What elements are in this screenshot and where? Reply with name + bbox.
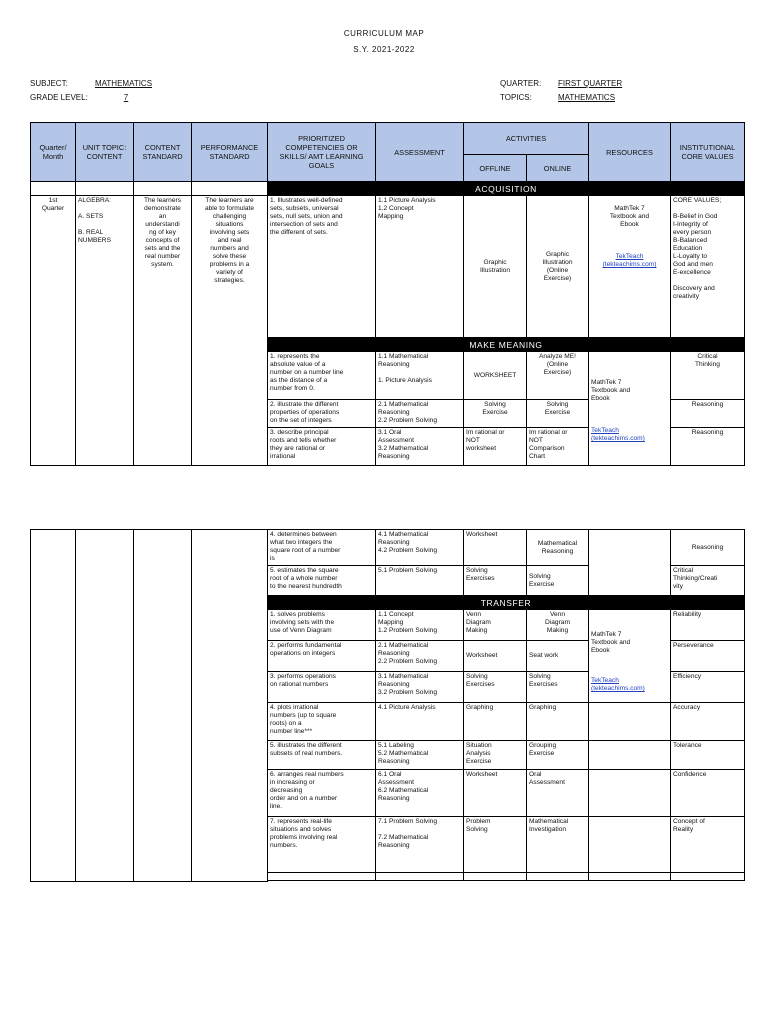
- mm-resources: [589, 352, 671, 466]
- tr-competency-6: 6. arranges real numbers in increasing or decreasing order and on a number line.: [268, 770, 376, 817]
- tr-assessment-2: 2.1 Mathematical Reasoning 2.2 Problem Solving: [376, 641, 464, 672]
- tr-value-7: Concept of Reality: [671, 817, 745, 873]
- content-standard-cell: The learners demonstrate an understandi ng of key concepts of sets and the real number system.: [134, 196, 192, 466]
- school-year: S.Y. 2021-2022: [353, 45, 415, 54]
- unit-topic-cell: ALGEBRA: A. SETS B. REAL NUMBERS: [76, 196, 134, 466]
- acq-competency: 1. Illustrates well-defined sets, subsets, universal sets, null sets, union and intersection of sets and the different of sets.: [268, 196, 376, 338]
- header-performance-standard: PERFORMANCE STANDARD: [192, 123, 268, 182]
- tr-value-6: Confidence: [671, 770, 745, 817]
- tr-competency-3: 3. performs operations on rational numbers: [268, 672, 376, 703]
- mm-resource-link[interactable]: TekTeach (tekteachims.com): [591, 427, 645, 442]
- quarter-value: FIRST QUARTER: [558, 79, 623, 88]
- header-online: ONLINE: [527, 155, 589, 182]
- mm-value-1: Critical Thinking: [671, 352, 745, 400]
- header-unit-topic: UNIT TOPIC: CONTENT: [76, 123, 134, 182]
- tr-offline-5: Situation Analysis Exercise: [464, 741, 527, 770]
- header-activities: ACTIVITIES: [464, 123, 589, 155]
- mm-offline-2: Solving Exercise: [464, 400, 527, 428]
- header-quarter-month: Quarter/ Month: [31, 123, 76, 182]
- acq-online-activity: Graphic Illustration (Online Exercise): [527, 196, 589, 338]
- tr-online-6: Oral Assessment: [527, 770, 589, 817]
- tr-competency-2: 2. performs fundamental operations on integers: [268, 641, 376, 672]
- tr-resource-link[interactable]: TekTeach (tekteachims.com): [591, 677, 645, 692]
- tr-competency-1: 1. solves problems involving sets with the use of Venn Diagram: [268, 610, 376, 641]
- p2-assessment-4: 4.1 Mathematical Reasoning 4.2 Problem Solving: [376, 530, 464, 566]
- quarter-label: QUARTER:: [500, 79, 542, 88]
- p2-online-4: Mathematical Reasoning: [527, 530, 589, 566]
- subject-label: SUBJECT:: [30, 79, 68, 88]
- acq-assessment: 1.1 Picture Analysis 1.2 Concept Mapping: [376, 196, 464, 338]
- mm-assessment-3: 3.1 Oral Assessment 3.2 Mathematical Reasoning: [376, 428, 464, 466]
- tr-resource-text: MathTek 7 Textbook and Ebook: [591, 631, 631, 654]
- p2-competency-4: 4. determines between what two integers the square root of a number is: [268, 530, 376, 566]
- header-resources: RESOURCES: [589, 123, 671, 182]
- topics-value: MATHEMATICS: [558, 93, 616, 102]
- p2-assessment-5: 5.1 Problem Solving: [376, 566, 464, 596]
- tr-value-2: Perseverance: [671, 641, 745, 672]
- mm-value-2: Reasoning: [671, 400, 745, 428]
- acq-resource-text: MathTek 7 Textbook and Ebook: [609, 205, 650, 228]
- mm-online-3: Im rational or NOT Comparison Chart: [527, 428, 589, 466]
- mm-online-2: Solving Exercise: [527, 400, 589, 428]
- tr-online-3: Solving Exercises: [527, 672, 589, 703]
- tr-offline-6: Worksheet: [464, 770, 527, 817]
- mm-competency-1: 1. represents the absolute value of a number on a number line as the distance of a number from 0.: [268, 352, 376, 400]
- header-core-values: INSTITUTIONAL CORE VALUES: [671, 123, 745, 182]
- tr-competency-4: 4. plots irrational numbers (up to square roots) on a number line***: [268, 703, 376, 741]
- mm-resource-text: MathTek 7 Textbook and Ebook: [591, 379, 631, 402]
- tr-competency-7: 7. represents real-life situations and solves problems involving real numbers.: [268, 817, 376, 873]
- tr-resources: [589, 610, 671, 703]
- p2-value-4: Reasoning: [671, 530, 745, 566]
- tr-online-1: Venn Diagram Making: [527, 610, 589, 641]
- header-content-standard: CONTENT STANDARD: [134, 123, 192, 182]
- curriculum-table-page1: [30, 122, 745, 466]
- section-bar-transfer: TRANSFER: [268, 596, 745, 610]
- tr-assessment-6: 6.1 Oral Assessment 6.2 Mathematical Reasoning: [376, 770, 464, 817]
- acq-offline-activity: Graphic Illustration: [464, 196, 527, 338]
- mm-assessment-2: 2.1 Mathematical Reasoning 2.2 Problem Solving: [376, 400, 464, 428]
- acq-core-values: CORE VALUES; B-Belief in God I-Integrity of every person B-Balanced Education L-Loyalty to God and men E-excellence Discovery and creativity: [671, 196, 745, 338]
- tr-offline-2: Worksheet: [464, 641, 527, 672]
- tr-assessment-7: 7.1 Problem Solving 7.2 Mathematical Reasoning: [376, 817, 464, 873]
- tr-assessment-1: 1.1 Concept Mapping 1.2 Problem Solving: [376, 610, 464, 641]
- tr-online-2: Seat work: [527, 641, 589, 672]
- mm-offline-3: Im rational or NOT worksheet: [464, 428, 527, 466]
- acq-resources: [589, 196, 671, 338]
- tr-online-7: Mathematical Investigation: [527, 817, 589, 873]
- curriculum-table-page2: [30, 529, 745, 882]
- header-competencies: PRIORITIZED COMPETENCIES OR SKILLS/ AMT LEARNING GOALS: [268, 123, 376, 182]
- tr-offline-1: Venn Diagram Making: [464, 610, 527, 641]
- subject-value: MATHEMATICS: [95, 79, 153, 88]
- mm-assessment-1: 1.1 Mathematical Reasoning 1. Picture Analysis: [376, 352, 464, 400]
- mm-online-1: Analyze ME! (Online Exercise): [527, 352, 589, 400]
- mm-competency-3: 3. describe principal roots and tells whether they are rational or irrational: [268, 428, 376, 466]
- tr-offline-3: Solving Exercises: [464, 672, 527, 703]
- mm-competency-2: 2. illustrate the different properties of operations on the set of integers: [268, 400, 376, 428]
- p2-online-5: Solving Exercise: [527, 566, 589, 596]
- p2-competency-5: 5. estimates the square root of a whole number to the nearest hundredth: [268, 566, 376, 596]
- tr-assessment-4: 4.1 Picture Analysis: [376, 703, 464, 741]
- topics-label: TOPICS:: [500, 93, 532, 102]
- grade-level-label: GRADE LEVEL:: [30, 93, 88, 102]
- section-bar-acquisition: ACQUISITION: [268, 182, 745, 196]
- section-bar-make-meaning: MAKE MEANING: [268, 338, 745, 352]
- tr-competency-5: 5. illustrates the different subsets of real numbers.: [268, 741, 376, 770]
- tr-online-4: Graphing: [527, 703, 589, 741]
- tr-offline-4: Graphing: [464, 703, 527, 741]
- p2-offline-4: Worksheet: [464, 530, 527, 566]
- header-assessment: ASSESSMENT: [376, 123, 464, 182]
- mm-offline-1: WORKSHEET: [464, 352, 527, 400]
- tr-value-5: Tolerance: [671, 741, 745, 770]
- performance-standard-cell: The learners are able to formulate challenging situations involving sets and real numbers and solve these problems in a variety of strategies.: [192, 196, 268, 466]
- p2-offline-5: Solving Exercises: [464, 566, 527, 596]
- document-title: CURRICULUM MAP: [343, 29, 425, 38]
- tr-value-4: Accuracy: [671, 703, 745, 741]
- tr-offline-7: Problem Solving: [464, 817, 527, 873]
- quarter-cell: 1st Quarter: [31, 196, 76, 466]
- tr-online-5: Grouping Exercise: [527, 741, 589, 770]
- header-offline: OFFLINE: [464, 155, 527, 182]
- tr-assessment-5: 5.1 Labeling 5.2 Mathematical Reasoning: [376, 741, 464, 770]
- tr-value-3: Efficiency: [671, 672, 745, 703]
- tr-assessment-3: 3.1 Mathematical Reasoning 3.2 Problem Solving: [376, 672, 464, 703]
- mm-value-3: Reasoning: [671, 428, 745, 466]
- p2-value-5: Critical Thinking/Creati vity: [671, 566, 745, 596]
- acq-resource-link[interactable]: TekTeach (tekteachims.com): [602, 253, 657, 268]
- grade-level-value: 7: [123, 93, 129, 102]
- tr-value-1: Reliability: [671, 610, 745, 641]
